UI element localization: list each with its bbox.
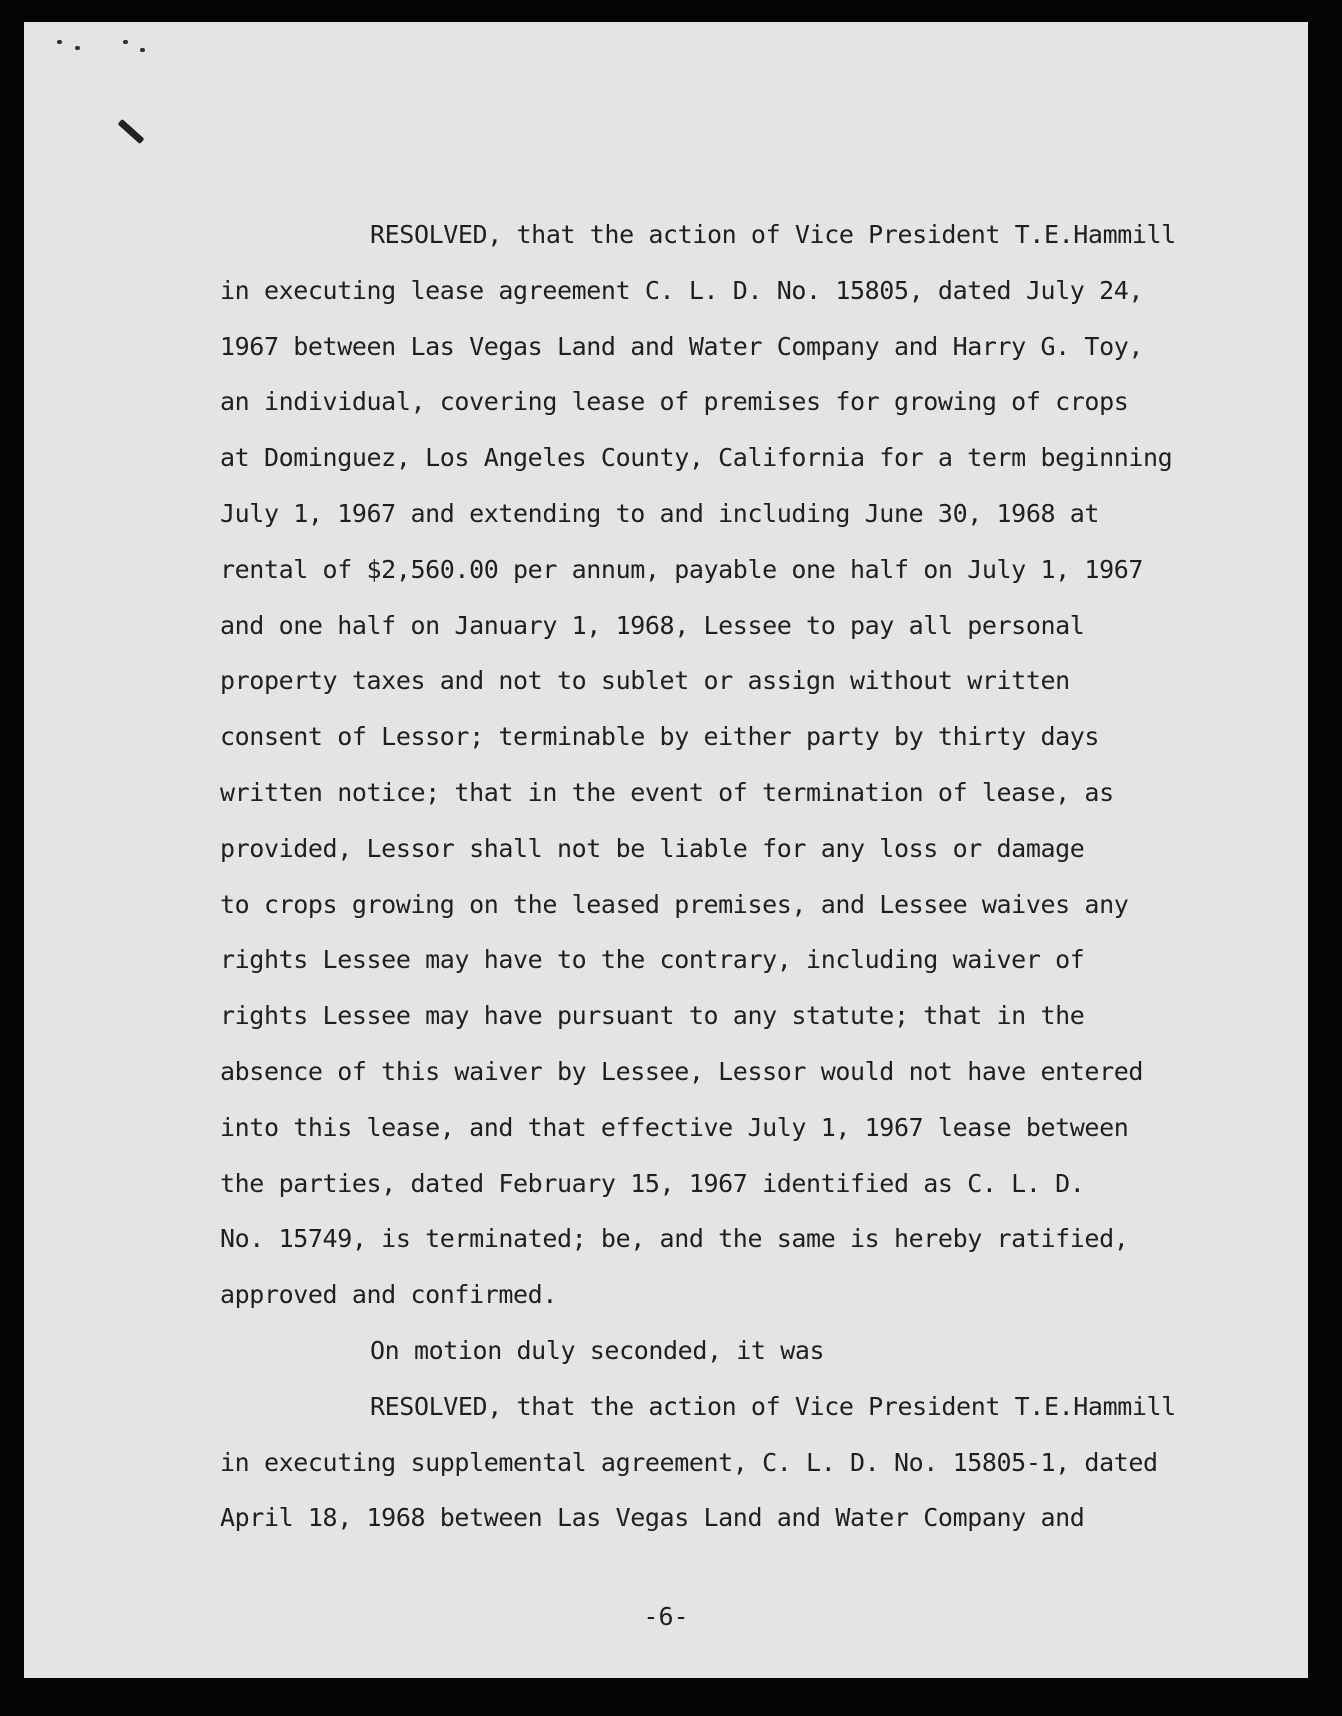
text-line: rights Lessee may have pursuant to any statute; that in the — [220, 1001, 1085, 1031]
text-line: 1967 between Las Vegas Land and Water Company and Harry G. Toy, — [220, 331, 1144, 361]
document-page — [24, 22, 1308, 1678]
text-line: consent of Lessor; terminable by either party by thirty days — [220, 722, 1100, 752]
text-line: and one half on January 1, 1968, Lessee to pay all personal — [220, 610, 1085, 640]
text-line: written notice; that in the event of termination of lease, as — [220, 777, 1114, 807]
text-line: to crops growing on the leased premises, and Lessee waives any — [220, 889, 1129, 919]
page-number: -6- — [643, 1602, 689, 1631]
scan-speck — [75, 46, 80, 50]
scan-speck — [140, 48, 145, 52]
scan-speck — [57, 40, 62, 44]
text-line: April 18, 1968 between Las Vegas Land and Water Company and — [220, 1503, 1085, 1533]
text-line: No. 15749, is terminated; be, and the same is hereby ratified, — [220, 1224, 1129, 1254]
text-line: On motion duly seconded, it was — [370, 1335, 825, 1365]
text-line: in executing lease agreement C. L. D. No. 15805, dated July 24, — [220, 275, 1144, 305]
text-line: an individual, covering lease of premises for growing of crops — [220, 387, 1129, 417]
scan-speck — [123, 40, 128, 44]
text-line: rental of $2,560.00 per annum, payable one half on July 1, 1967 — [220, 554, 1144, 584]
text-line: the parties, dated February 15, 1967 identified as C. L. D. — [220, 1168, 1085, 1198]
text-line: into this lease, and that effective July 1, 1967 lease between — [220, 1112, 1129, 1142]
scan-mark — [118, 119, 145, 144]
text-line: property taxes and not to sublet or assign without written — [220, 666, 1070, 696]
text-line: rights Lessee may have to the contrary, including waiver of — [220, 945, 1085, 975]
text-line: in executing supplemental agreement, C. L. D. No. 15805-1, dated — [220, 1447, 1158, 1477]
text-line: July 1, 1967 and extending to and including June 30, 1968 at — [220, 498, 1100, 528]
text-line: RESOLVED, that the action of Vice President T.E.Hammill — [370, 1391, 1176, 1421]
text-line: at Dominguez, Los Angeles County, California for a term beginning — [220, 443, 1173, 473]
text-line: RESOLVED, that the action of Vice President T.E.Hammill — [370, 220, 1176, 249]
text-line: approved and confirmed. — [220, 1280, 557, 1310]
document-body — [220, 207, 1220, 1546]
text-line: provided, Lessor shall not be liable for any loss or damage — [220, 833, 1085, 863]
text-line: absence of this waiver by Lessee, Lessor would not have entered — [220, 1056, 1144, 1086]
